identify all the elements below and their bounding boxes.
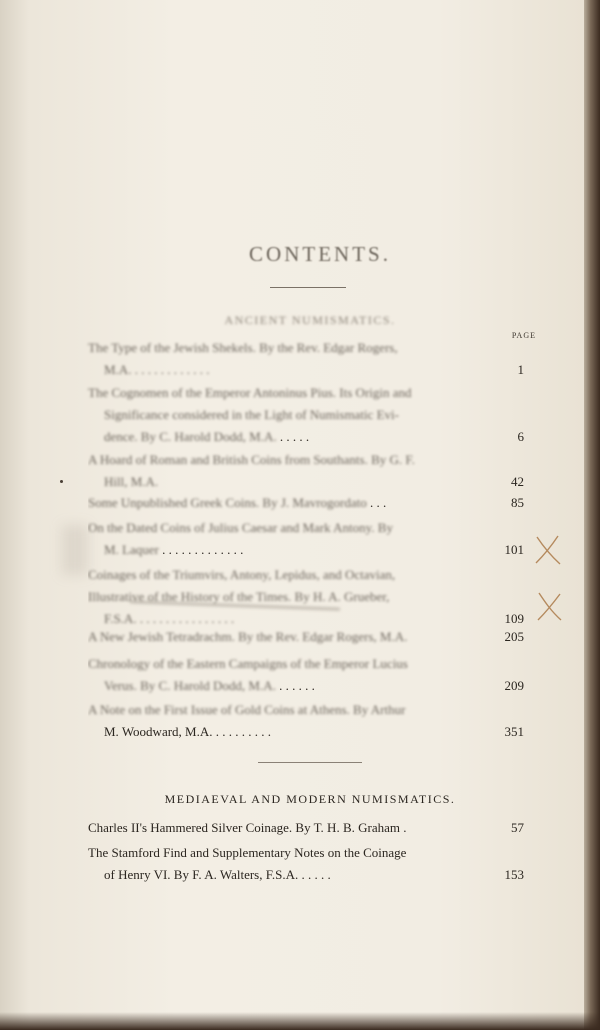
toc-entry-3: [88, 449, 524, 493]
entry-line: Chronology of the Eastern Campaigns of the Emperor Lucius: [88, 656, 408, 671]
toc-entry-10: [88, 817, 524, 839]
entry-line: A Note on the First Issue of Gold Coins at Athens. By Arthur: [88, 702, 406, 717]
toc-entry-7: [88, 626, 524, 648]
paper-smudge: [62, 525, 88, 575]
entry-line: Illustrative of the History of the Times. By H. A. Grueber,: [88, 589, 390, 604]
entry-page: 109: [504, 611, 524, 626]
page-title: CONTENTS.: [249, 242, 391, 266]
entry-line: On the Dated Coins of Julius Caesar and Mark Antony. By: [88, 520, 393, 535]
toc-entry-2: The Cognomen of the Emperor Antoninus Pius. Its Origin and Significance considered in the Light of Numismatic Evi- dence. By C. Harold Dodd, M.A. . . . . . 6: [88, 382, 524, 448]
ink-speck: [60, 480, 63, 483]
toc-entry-9: A Note on the First Issue of Gold Coins at Athens. By Arthur M. Woodward, M.A. . . . . . . . . . 351: [88, 699, 524, 743]
toc-entry-11: The Stamford Find and Supplementary Notes on the Coinage of Henry VI. By F. A. Walters, F.S.A. . . . . . 153: [88, 842, 524, 886]
pencil-x-mark: [534, 590, 564, 622]
entry-page: 57: [511, 820, 524, 835]
section-heading-medieval: MEDIAEVAL AND MODERN NUMISMATICS.: [164, 792, 456, 806]
toc-entry-5: On the Dated Coins of Julius Caesar and Mark Antony. By M. Laquer . . . . . . . . . . . . . 101: [88, 517, 524, 561]
entry-page: 153: [504, 867, 524, 882]
entry-line: The Stamford Find and Supplementary Notes on the Coinage: [88, 845, 407, 860]
pencil-x-mark: [533, 534, 563, 566]
entry-page: 205: [504, 629, 524, 644]
entry-page: 1: [517, 362, 524, 377]
entry-line: M.A.: [104, 362, 132, 377]
toc-entry-8: Chronology of the Eastern Campaigns of the Emperor Lucius Verus. By C. Harold Dodd, M.A. . . . . . . 209: [88, 653, 524, 697]
toc-entry-1: The Type of the Jewish Shekels. By the Rev. Edgar Rogers, M.A. . . . . . . . . . . . . 1: [88, 337, 524, 381]
entry-line: The Type of the Jewish Shekels. By the Rev. Edgar Rogers,: [88, 340, 398, 355]
entry-line: M. Laquer: [104, 542, 159, 557]
entry-page: 42: [511, 474, 524, 489]
section-heading-ancient: ANCIENT NUMISMATICS.: [224, 313, 396, 327]
toc-entry-4: Some Unpublished Greek Coins. By J. Mavrogordato . . . 85: [88, 492, 524, 514]
page-column-label: PAGE: [511, 331, 536, 340]
entry-line: A New Jewish Tetradrachm. By the Rev. Edgar Rogers, M.A.: [88, 629, 408, 644]
section-rule: [258, 762, 362, 763]
title-rule: [270, 287, 346, 288]
entry-line: Significance considered in the Light of Numismatic Evi-: [104, 407, 399, 422]
entry-line: Some Unpublished Greek Coins. By J. Mavrogordato: [88, 495, 367, 510]
entry-line: The Cognomen of the Emperor Antoninus Pius. Its Origin and: [88, 385, 412, 400]
entry-page: 351: [504, 724, 524, 739]
entry-line: A Hoard of Roman and British Coins from Southants. By G. F.: [88, 452, 415, 467]
entry-line: of Henry VI. By F. A. Walters, F.S.A.: [104, 867, 299, 882]
entry-line: Charles II's Hammered Silver Coinage. By T. H. B. Graham .: [88, 820, 407, 835]
entry-page: 6: [517, 429, 524, 444]
page-edge: [584, 0, 600, 1030]
entry-line: M. Woodward, M.A.: [104, 724, 213, 739]
entry-page: 101: [504, 542, 524, 557]
toc-entry-6: Coinages of the Triumvirs, Antony, Lepidus, and Octavian, Illustrative of the History of the Times. By H. A. Grueber, F.S.A. . . . . . . . . . . . . . . . 109: [88, 564, 524, 630]
entry-line: dence. By C. Harold Dodd, M.A.: [104, 429, 277, 444]
entry-line: Hill, M.A.: [104, 474, 159, 489]
entry-line: Coinages of the Triumvirs, Antony, Lepidus, and Octavian,: [88, 567, 396, 582]
entry-line: Verus. By C. Harold Dodd, M.A.: [104, 678, 276, 693]
entry-line: F.S.A.: [104, 611, 137, 626]
bottom-shadow: [0, 1012, 600, 1030]
entry-page: 209: [504, 678, 524, 693]
entry-page: 85: [511, 495, 524, 510]
